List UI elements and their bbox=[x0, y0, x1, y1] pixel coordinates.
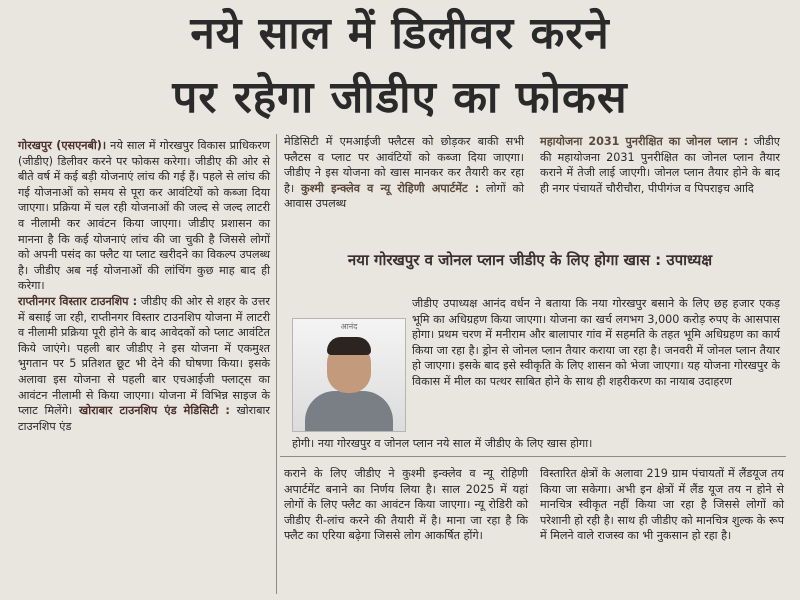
col2-para-1: मेडिसिटी में एमआईजी फ्लैटस को छोड़कर बाकी सभी फ्लैटस व प्लाट पर आवंटियों को कब्जा दिया जाएगा। जीडीए ने इस योजना को खास मानकर कर तैयारी कर रहा है। bbox=[284, 135, 524, 195]
photo-caption: आनंद bbox=[340, 322, 358, 331]
portrait-hair bbox=[327, 337, 371, 355]
portrait-photo bbox=[292, 318, 406, 432]
box-bottom-rule bbox=[280, 456, 786, 457]
col1-para-2: जीडीए की ओर से शहर के उत्तर में बसाई जा रही, राप्तीनगर विस्तार टाउनशिप योजना में लाटरी व नीलामी प्रक्रिया पूरी होने के बाद आवेदकों को प्लाट आवंटित किये जाएंगे। पहली बार जीडीए ने इस योजना में एकमुश्त भुगतान पर 5 प्रतिशत छूट भी देने की घोषणा किया। इसके अलावा इस योजना से पहली बार एचआईजी फ्लाट्स का आवंटन नीलामी से किया जाएगा। योजना में विभिन्न साइज के प्लाट मिलेंगे। bbox=[18, 294, 270, 418]
subhead-kushmi: कुश्मी इन्क्लेव व न्यू रोहिणी अपार्टमेंट : bbox=[301, 181, 480, 195]
dateline: गोरखपुर (एसएनबी)। bbox=[18, 139, 107, 152]
column-2 bbox=[284, 134, 524, 212]
column-divider bbox=[276, 134, 277, 594]
box-text-1: जीडीए उपाध्यक्ष आनंद वर्धन ने बताया कि नया गोरखपुर बसाने के लिए छह हजार एकड़ भूमि का अधिग्रहण किया जाएगा। योजना का खर्च लगभग 3,000 करोड़ रुपए के आसपास होगा। प्रथम चरण में मनीराम और बालापार गांव में सहमति के तहत भूमि अधिग्रहण का कार्य किया जा रहा है। ड्रोन से जोनल प्लान तैयार कराया जा रहा है। जनवरी में जोनल प्लान तैयार हो जाएगा। इसके बाद इसे स्वीकृति के लिए शासन को भेजा जाएगा। यह योजना गोरखपुर के विकास में मील का पत्थर साबित होने के साथ ही शहरीकरण का नायाब उदाहरण bbox=[412, 297, 780, 388]
col1-para-3: खोराबार टाउनशिप एंड bbox=[18, 404, 270, 433]
column-1 bbox=[18, 138, 270, 434]
col3-para: जीडीए की महायोजना 2031 पुनरीक्षित का जोनल प्लान तैयार कराने में तेजी लाई जाएगी। जोनल प्लान तैयार होने के बाद ही नगर पंचायतें चौरीचौरा, पीपीगंज व पिपराइच आदि bbox=[540, 135, 780, 195]
portrait-body bbox=[305, 391, 393, 432]
headline-line-1: नये साल में डिलीवर करने bbox=[190, 8, 610, 59]
col1-para-1: नये साल में गोरखपुर विकास प्राधिकरण (जीडीए) डिलीवर करने पर फोकस करेगा। जीडीए की ओर से बीते वर्ष में कई बड़ी योजनाएं लांच की गई हैं। पहले से लांच की गई योजनाओं को समय से पूरा कर आवंटियों को कब्जा दिया जाएगा। प्रक्रिया में चल रही योजनाओं की जल्द से जल्द लाटरी व नीलामी कर आवंटन किया जाएगा। जीडीए प्रशासन का मानना है कि कई योजनाएं लांच की जा चुकी है जिससे लोगों को अपनी पसंद का फ्लैट या प्लाट खरीदने का विकल्प उपलब्ध है। जीडीए अब नई योजनाओं की लांचिंग कुछ माह बाद ही करेगा। bbox=[18, 139, 270, 293]
subhead-raptinagar: राप्तीनगर विस्तार टाउनशिप : bbox=[18, 294, 138, 308]
headline-line-2: पर रहेगा जीडीए का फोकस bbox=[172, 72, 628, 123]
subhead-mahayojana: महायोजना 2031 पुनरीक्षित का जोनल प्लान : bbox=[540, 135, 749, 148]
subhead-khorabar: खोराबार टाउनशिप एंड मेडिसिटी : bbox=[79, 404, 230, 418]
bottom-middle-column: कराने के लिए जीडीए ने कुश्मी इन्क्लेव व न्यू रोहिणी अपार्टमेंट बनाने का निर्णय लिया है। साल 2025 में यहां लोगों के लिए फ्लैट का आवंटन किया जाएगा। न्यू रोडिरी को जीडीए री-लांच करने की तैयारी में है। माना जा रहा है कि फ्लैट का एरिया बढ़ेगा जिससे लोग आकर्षित होंगे। bbox=[284, 467, 528, 543]
col2-para-2: लोगों को आवास उपलब्ध bbox=[284, 181, 524, 211]
bottom-right-column: विस्तारित क्षेत्रों के अलावा 219 ग्राम पंचायतों में लैंडयूज तय किया जा सकेगा। अभी इन क्षेत्रों में लैंड यूज तय न होने से मानचित्र स्वीकृत नहीं किया जा रहा है जिससे लोगों को परेशानी हो रही है। साथ ही जीडीए को मानचित्र शुल्क के रूप में मिलने वाले राजस्व का भी नुकसान हो रहा है। bbox=[540, 467, 784, 543]
column-3 bbox=[540, 134, 780, 196]
box-text-2: होगी। नया गोरखपुर व जोनल प्लान नये साल में जीडीए के लिए खास होगा। bbox=[292, 437, 593, 450]
box-heading: नया गोरखपुर व जोनल प्लान जीडीए के लिए होगा खास : उपाध्यक्ष bbox=[347, 251, 713, 269]
